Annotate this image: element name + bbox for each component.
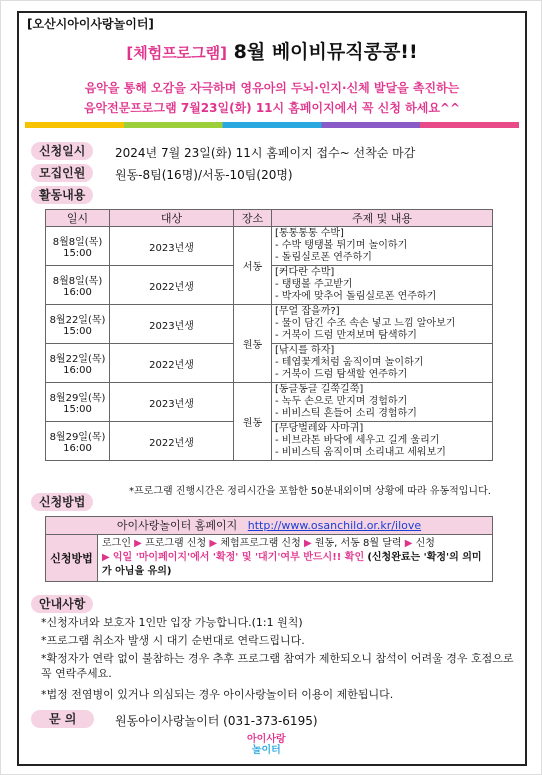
header-target: 대상: [110, 210, 234, 227]
row-target: 2023년생: [110, 305, 234, 344]
check-instruction: 익일 '마이페이지'에서 '확정' 및 '대기'여부 반드시!! 확인: [112, 552, 365, 563]
row-target: 2023년생: [110, 227, 234, 266]
table-row: [46, 227, 493, 266]
arrow-icon: ▶: [303, 538, 312, 549]
subtitle-line2: 음악전문프로그램 7월23일(화) 11시 홈페이지에서 꼭 신청 하세요^^: [83, 101, 461, 115]
recruit-label: 모집인원: [31, 164, 93, 182]
schedule-table: [45, 209, 493, 461]
row-theme: [무당벌레와 사마귀] - 비브라톤 바닥에 세우고 길게 울리기 - 비비스틱 움직이며 소리내고 세워보기: [272, 422, 493, 461]
row-date: 8월29일(목) 16:00: [46, 422, 110, 461]
row-theme: [커다란 수박] - 탱탱볼 주고받기 - 박자에 맞추어 돌림실로폰 연주하기: [272, 266, 493, 305]
row-date: 8월22일(목) 15:00: [46, 305, 110, 344]
row-date: 8월29일(목) 15:00: [46, 383, 110, 422]
arrow-icon: ▶: [209, 538, 218, 549]
table-row: [46, 383, 493, 422]
row-theme: [무얼 잡을까?] - 물이 담긴 수조 속손 넣고 느낌 알아보기 - 거북이 드럼 만져보며 탐색하기: [272, 305, 493, 344]
header-place: 장소: [234, 210, 272, 227]
row-theme: [낚시를 하자] - 테엽꽃게처럼 움직이며 놀이하기 - 거북이 드럼 탐색할 연주하기: [272, 344, 493, 383]
notice-item: *법정 전염병이 있거나 의심되는 경우 아이사랑놀이터 이용이 제한됩니다.: [41, 688, 394, 701]
row-target: 2022년생: [110, 422, 234, 461]
row-date: 8월8일(목) 15:00: [46, 227, 110, 266]
how-to-box: [45, 516, 493, 582]
notice-item: *신청자녀와 보호자 1인만 입장 가능합니다.(1:1 원칙): [41, 616, 303, 629]
logo-line1: 아이사랑: [247, 734, 286, 745]
apply-date-value: 2024년 7월 23일(화) 11시 홈페이지 접수~ 선착순 마감: [115, 146, 416, 160]
table-row: [46, 305, 493, 344]
arrow-icon: ▶: [134, 538, 142, 549]
row-target: 2022년생: [110, 266, 234, 305]
header-datetime: 일시: [46, 210, 110, 227]
row-place: 서동: [234, 227, 272, 305]
how-to-body: [46, 535, 492, 581]
row-place: 원동: [234, 305, 272, 383]
recruit-value: 원동-8팀(16명)/서동-10팀(20명): [115, 168, 293, 182]
row-theme: [통통통통 수박] - 수박 탱탱볼 튀기며 놀이하기 - 돌림실로폰 연주하기: [272, 227, 493, 266]
row-target: 2023년생: [110, 383, 234, 422]
notice-item: *확정자가 연락 없이 불참하는 경우 추후 프로그램 참여가 제한되오니 참석이 어려울 경우 호점으로 꼭 연락주세요.: [41, 652, 514, 680]
row-date: 8월8일(목) 16:00: [46, 266, 110, 305]
page-title: [1, 37, 542, 64]
row-date: 8월22일(목) 16:00: [46, 344, 110, 383]
schedule-header-row: [46, 210, 493, 227]
title-main: 8월 베이비뮤직콩콩!!: [233, 41, 418, 63]
logo: [247, 734, 286, 756]
subtitle-line1: 음악을 통해 오감을 자극하며 영유아의 두뇌·인지·신체 발달을 촉진하는: [84, 81, 460, 95]
row-place: 원동: [234, 383, 272, 461]
homepage-link[interactable]: http://www.osanchild.or.kr/ilove: [247, 519, 422, 532]
contact-value: 원동아이사랑놀이터 (031-373-6195): [115, 714, 318, 728]
notice-item: *프로그램 취소자 발생 시 대기 순번대로 연락드립니다.: [41, 634, 305, 647]
arrow-icon: ▶: [404, 538, 413, 549]
arrow-icon: ▶: [102, 552, 110, 563]
steps-text: 로그인 ▶ 프로그램 신청 ▶ 체험프로그램 신청 ▶ 원동, 서동 8월 달력 ▶ 신청 ▶ 익일 '마이페이지'에서 '확정' 및 '대기'여부 반드시!! 확인 (신청완료는 '확정'의 의미가 아님을 유의): [102, 538, 482, 577]
rainbow-divider: [25, 122, 519, 128]
header-theme: 주제 및 내용: [272, 210, 493, 227]
check-note: (신청완료는 '확정'의 의미가 아님을 유의): [102, 552, 482, 577]
row-target: 2022년생: [110, 344, 234, 383]
how-to-site: [46, 517, 492, 535]
site-name: 아이사랑놀이터 홈페이지: [116, 519, 238, 532]
header-tag: [오산시아이사랑놀이터]: [27, 17, 154, 31]
schedule-note: *프로그램 진행시간은 정리시간을 포함한 50분내외이며 상황에 따라 유동적입니다.: [129, 486, 491, 497]
title-prefix: [체험프로그램]: [126, 44, 228, 62]
logo-line2: 놀이터: [251, 745, 281, 756]
contact-label: 문 의: [31, 710, 94, 728]
steps-label: 신청방법: [46, 535, 98, 581]
how-to-label: 신청방법: [31, 493, 93, 511]
notice-label: 안내사항: [31, 595, 93, 613]
activity-label: 활동내용: [31, 186, 93, 204]
apply-date-label: 신청일시: [31, 142, 93, 160]
row-theme: [동글동글 길쭉길쭉] - 녹두 손으로 만지며 경험하기 - 비비스틱 흔들어 소리 경험하기: [272, 383, 493, 422]
